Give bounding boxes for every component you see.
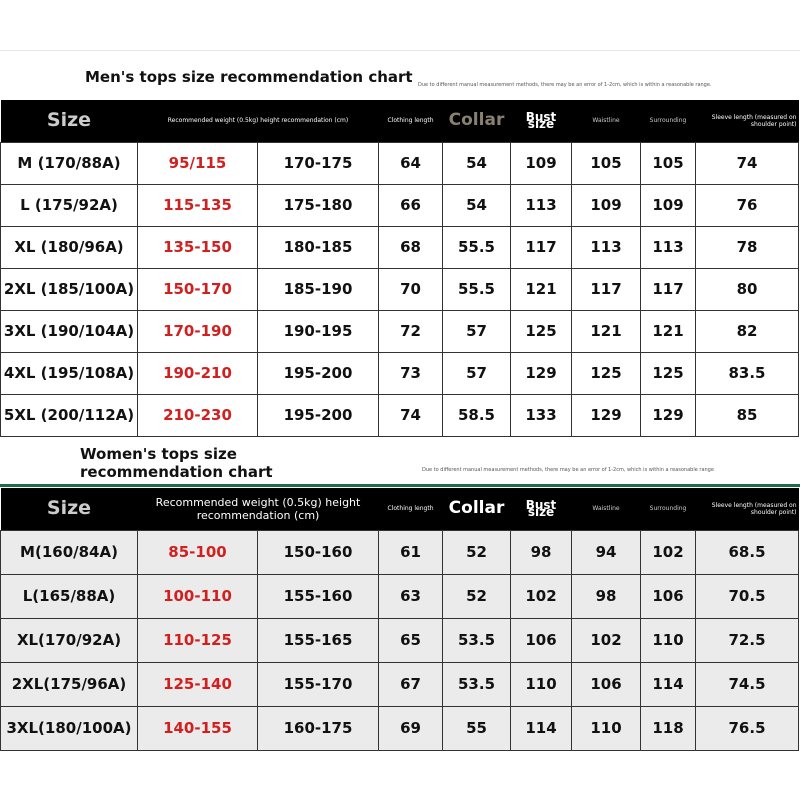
table-cell: 129 xyxy=(572,394,641,436)
table-cell: 105 xyxy=(572,142,641,184)
table-cell: 54 xyxy=(443,184,511,226)
table-cell: 98 xyxy=(511,530,572,574)
column-header: Size xyxy=(1,488,138,530)
table-cell: 160-175 xyxy=(258,706,379,750)
table-cell: 175-180 xyxy=(258,184,379,226)
table-cell: 106 xyxy=(641,574,696,618)
column-header: Recommended weight (0.5kg) height recommendation (cm) xyxy=(138,488,379,530)
table-cell: 53.5 xyxy=(443,662,511,706)
table-cell: 55.5 xyxy=(443,268,511,310)
table-cell: 53.5 xyxy=(443,618,511,662)
table-cell: 125 xyxy=(511,310,572,352)
section-divider xyxy=(0,484,800,487)
table-cell: 170-175 xyxy=(258,142,379,184)
table-cell: 150-160 xyxy=(258,530,379,574)
table-row xyxy=(1,530,799,574)
table-cell: 76.5 xyxy=(696,706,799,750)
table-cell: 98 xyxy=(572,574,641,618)
table-cell: 150-170 xyxy=(138,268,258,310)
table-cell: XL(170/92A) xyxy=(1,618,138,662)
men-size-table xyxy=(0,100,799,437)
table-cell: 113 xyxy=(511,184,572,226)
header-row xyxy=(1,488,799,530)
table-cell: 106 xyxy=(511,618,572,662)
divider xyxy=(0,50,800,51)
table-cell: 110-125 xyxy=(138,618,258,662)
table-cell: 190-195 xyxy=(258,310,379,352)
table-cell: 125 xyxy=(641,352,696,394)
column-header: Bust size xyxy=(511,100,572,142)
column-header: Clothing length xyxy=(379,488,443,530)
table-row xyxy=(1,142,799,184)
column-header: Collar xyxy=(443,100,511,142)
table-cell: 190-210 xyxy=(138,352,258,394)
table-cell: L(165/88A) xyxy=(1,574,138,618)
table-cell: 125-140 xyxy=(138,662,258,706)
table-cell: 72.5 xyxy=(696,618,799,662)
men-chart-title: Men's tops size recommendation chart xyxy=(85,68,413,86)
table-row xyxy=(1,618,799,662)
table-cell: 106 xyxy=(572,662,641,706)
table-cell: 64 xyxy=(379,142,443,184)
table-cell: 129 xyxy=(641,394,696,436)
table-cell: 70 xyxy=(379,268,443,310)
table-cell: 76 xyxy=(696,184,799,226)
table-cell: 115-135 xyxy=(138,184,258,226)
table-cell: 68 xyxy=(379,226,443,268)
table-cell: 109 xyxy=(641,184,696,226)
table-cell: 66 xyxy=(379,184,443,226)
table-cell: 74 xyxy=(379,394,443,436)
column-header: Collar xyxy=(443,488,511,530)
table-cell: 85 xyxy=(696,394,799,436)
table-cell: 114 xyxy=(641,662,696,706)
table-cell: 135-150 xyxy=(138,226,258,268)
table-row xyxy=(1,394,799,436)
women-chart-title: Women's tops size recommendation chart xyxy=(80,445,273,481)
table-cell: 65 xyxy=(379,618,443,662)
table-cell: 121 xyxy=(641,310,696,352)
table-cell: 170-190 xyxy=(138,310,258,352)
table-cell: 85-100 xyxy=(138,530,258,574)
table-cell: 70.5 xyxy=(696,574,799,618)
table-cell: 54 xyxy=(443,142,511,184)
table-cell: 5XL (200/112A) xyxy=(1,394,138,436)
table-cell: 185-190 xyxy=(258,268,379,310)
table-cell: 2XL (185/100A) xyxy=(1,268,138,310)
table-cell: 118 xyxy=(641,706,696,750)
men-chart-note: Due to different manual measurement methods, there may be an error of 1-2cm, which is within a reasonable range. xyxy=(418,82,712,88)
column-header: Sleeve length (measured on shoulder point) xyxy=(696,488,799,530)
table-cell: 121 xyxy=(572,310,641,352)
table-cell: 105 xyxy=(641,142,696,184)
table-cell: 180-185 xyxy=(258,226,379,268)
header-row xyxy=(1,100,799,142)
column-header: Recommended weight (0.5kg) height recommendation (cm) xyxy=(138,100,379,142)
table-cell: 102 xyxy=(572,618,641,662)
table-cell: 57 xyxy=(443,352,511,394)
women-size-table xyxy=(0,488,799,751)
table-cell: 78 xyxy=(696,226,799,268)
table-cell: 68.5 xyxy=(696,530,799,574)
table-cell: 133 xyxy=(511,394,572,436)
table-cell: 83.5 xyxy=(696,352,799,394)
table-cell: 125 xyxy=(572,352,641,394)
table-cell: 117 xyxy=(572,268,641,310)
table-row xyxy=(1,184,799,226)
table-row xyxy=(1,310,799,352)
table-cell: 52 xyxy=(443,530,511,574)
table-cell: 155-160 xyxy=(258,574,379,618)
column-header: Size xyxy=(1,100,138,142)
table-cell: 63 xyxy=(379,574,443,618)
table-cell: 110 xyxy=(511,662,572,706)
column-header: Surrounding xyxy=(641,100,696,142)
table-cell: 74 xyxy=(696,142,799,184)
table-cell: 67 xyxy=(379,662,443,706)
table-cell: 3XL (190/104A) xyxy=(1,310,138,352)
table-cell: 117 xyxy=(641,268,696,310)
table-cell: 61 xyxy=(379,530,443,574)
table-row xyxy=(1,662,799,706)
table-cell: 80 xyxy=(696,268,799,310)
table-cell: 121 xyxy=(511,268,572,310)
table-row xyxy=(1,352,799,394)
table-cell: 58.5 xyxy=(443,394,511,436)
table-cell: 195-200 xyxy=(258,352,379,394)
table-cell: 155-165 xyxy=(258,618,379,662)
table-cell: 155-170 xyxy=(258,662,379,706)
column-header: Clothing length xyxy=(379,100,443,142)
women-chart-note: Due to different manual measurement methods, there may be an error of 1-2cm, which is within a reasonable range xyxy=(422,467,714,473)
table-cell: 55 xyxy=(443,706,511,750)
table-cell: 110 xyxy=(572,706,641,750)
table-cell: 73 xyxy=(379,352,443,394)
table-cell: 95/115 xyxy=(138,142,258,184)
table-cell: 210-230 xyxy=(138,394,258,436)
table-cell: 113 xyxy=(641,226,696,268)
table-cell: 110 xyxy=(641,618,696,662)
column-header: Surrounding xyxy=(641,488,696,530)
table-cell: 74.5 xyxy=(696,662,799,706)
table-cell: 94 xyxy=(572,530,641,574)
table-cell: 102 xyxy=(511,574,572,618)
table-cell: 113 xyxy=(572,226,641,268)
table-cell: M (170/88A) xyxy=(1,142,138,184)
table-cell: 3XL(180/100A) xyxy=(1,706,138,750)
column-header: Waistline xyxy=(572,488,641,530)
table-row xyxy=(1,226,799,268)
table-cell: 2XL(175/96A) xyxy=(1,662,138,706)
table-cell: 55.5 xyxy=(443,226,511,268)
table-cell: M(160/84A) xyxy=(1,530,138,574)
column-header: Sleeve length (measured on shoulder point) xyxy=(696,100,799,142)
table-cell: 114 xyxy=(511,706,572,750)
table-cell: 109 xyxy=(511,142,572,184)
table-row xyxy=(1,706,799,750)
table-cell: 4XL (195/108A) xyxy=(1,352,138,394)
table-cell: 117 xyxy=(511,226,572,268)
table-cell: 109 xyxy=(572,184,641,226)
table-cell: 82 xyxy=(696,310,799,352)
table-row xyxy=(1,268,799,310)
table-row xyxy=(1,574,799,618)
column-header: Waistline xyxy=(572,100,641,142)
table-cell: 52 xyxy=(443,574,511,618)
table-cell: 129 xyxy=(511,352,572,394)
table-cell: XL (180/96A) xyxy=(1,226,138,268)
table-cell: 140-155 xyxy=(138,706,258,750)
column-header: Bust size xyxy=(511,488,572,530)
table-cell: 57 xyxy=(443,310,511,352)
table-cell: 69 xyxy=(379,706,443,750)
table-cell: 72 xyxy=(379,310,443,352)
table-cell: 195-200 xyxy=(258,394,379,436)
table-cell: 102 xyxy=(641,530,696,574)
table-cell: L (175/92A) xyxy=(1,184,138,226)
table-cell: 100-110 xyxy=(138,574,258,618)
